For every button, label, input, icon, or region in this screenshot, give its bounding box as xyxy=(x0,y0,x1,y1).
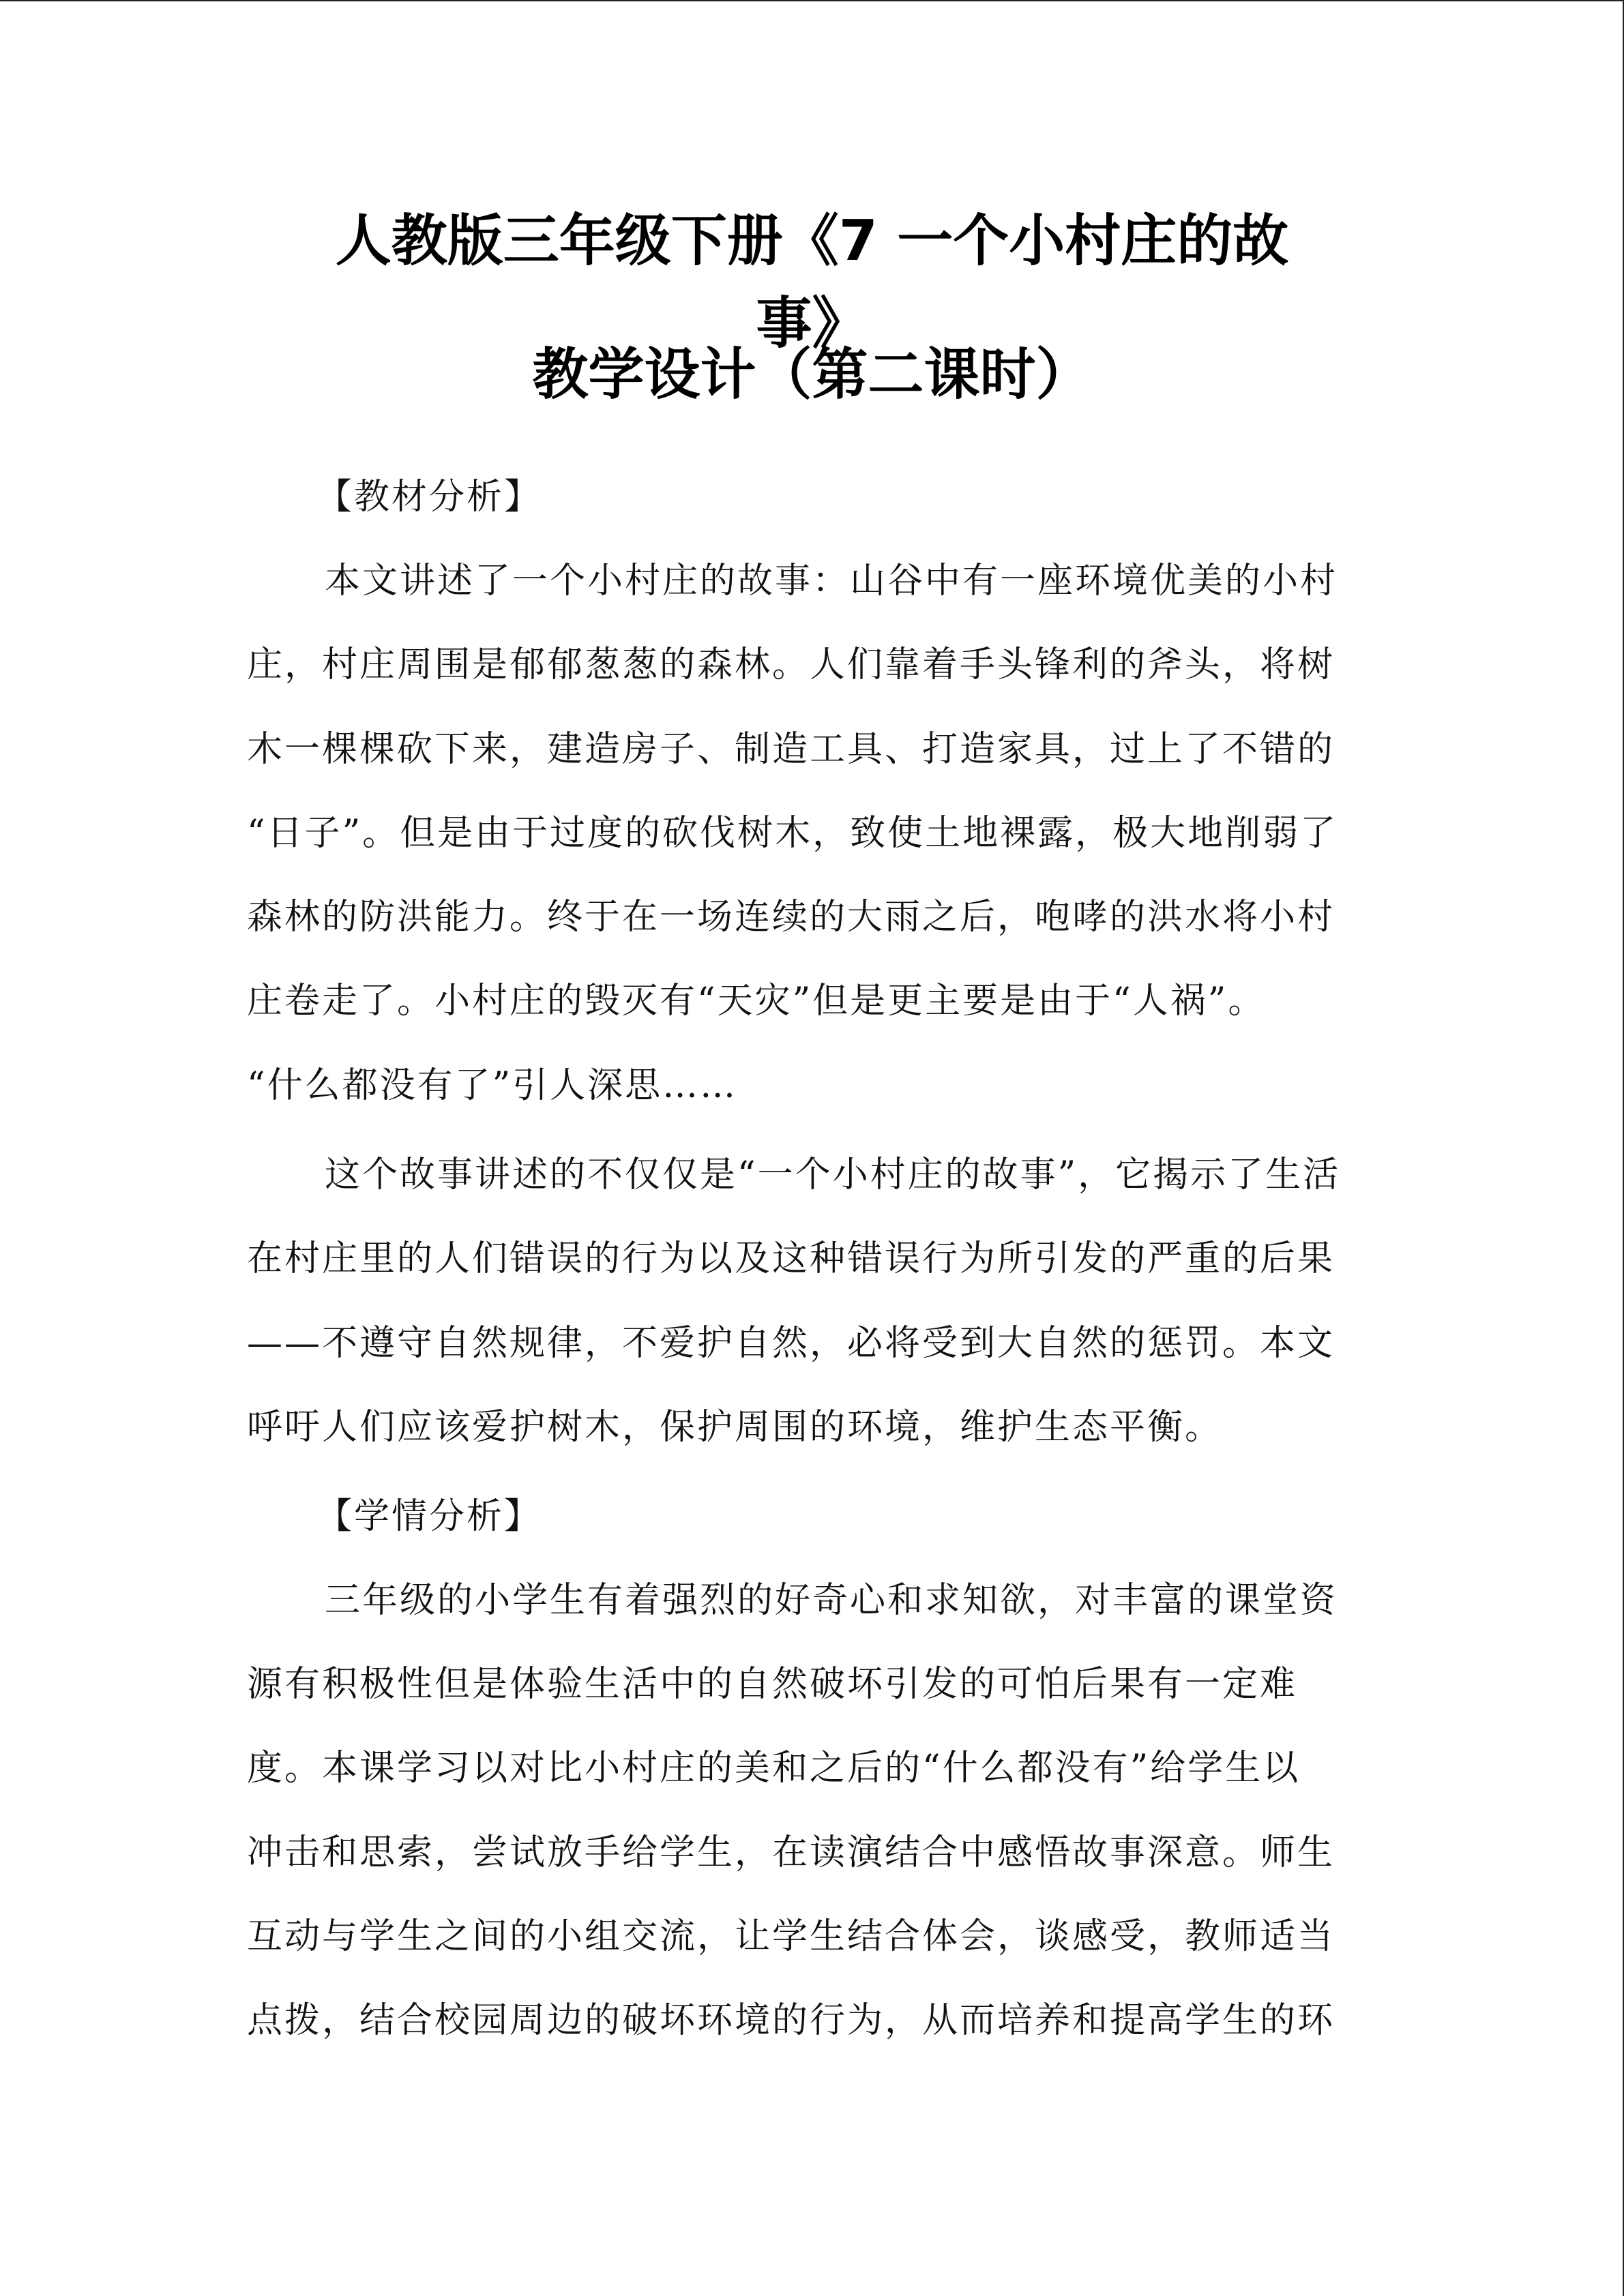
paragraph-line: 在村庄里的人们错误的行为以及这种错误行为所引发的严重的后果 xyxy=(247,1238,1335,1279)
paragraph-line: ——不遵守自然规律，不爱护自然，必将受到大自然的惩罚。本文 xyxy=(247,1323,1335,1364)
paragraph-line: 冲击和思索，尝试放手给学生，在读演结合中感悟故事深意。师生 xyxy=(247,1832,1335,1873)
paragraph-line: 三年级的小学生有着强烈的好奇心和求知欲，对丰富的课堂资 xyxy=(325,1580,1338,1621)
section-heading-textbook-analysis: 【教材分析】 xyxy=(316,477,542,518)
paragraph-line: 木一棵棵砍下来，建造房子、制造工具、打造家具，过上了不错的 xyxy=(247,729,1335,770)
paragraph-line: 度。本课学习以对比小村庄的美和之后的“什么都没有”给学生以 xyxy=(247,1748,1301,1789)
document-title-line-2: 事》 xyxy=(756,291,868,356)
paragraph-line: 森林的防洪能力。终于在一场连续的大雨之后，咆哮的洪水将小村 xyxy=(247,897,1335,938)
paragraph-line: 这个故事讲述的不仅仅是“一个小村庄的故事”，它揭示了生活 xyxy=(325,1154,1341,1195)
paragraph-line: 庄，村庄周围是郁郁葱葱的森林。人们靠着手头锋利的斧头，将树 xyxy=(247,644,1335,685)
paragraph-line: “什么都没有了”引人深思…… xyxy=(247,1065,738,1106)
paragraph-line: 源有积极性但是体验生活中的自然破坏引发的可怕后果有一定难 xyxy=(247,1664,1298,1705)
section-heading-student-analysis: 【学情分析】 xyxy=(316,1496,542,1537)
document-title-line-1: 人教版三年级下册《7 一个小村庄的故 xyxy=(335,209,1289,273)
document-title-line-3: 教学设计（第二课时） xyxy=(532,342,1092,407)
paragraph-line: 互动与学生之间的小组交流，让学生结合体会，谈感受，教师适当 xyxy=(247,1916,1335,1957)
paragraph-line: 本文讲述了一个小村庄的故事：山谷中有一座环境优美的小村 xyxy=(325,561,1338,601)
paragraph-line: 点拨，结合校园周边的破坏环境的行为，从而培养和提高学生的环 xyxy=(247,2000,1335,2041)
paragraph-line: “日子”。但是由于过度的砍伐树木，致使土地裸露，极大地削弱了 xyxy=(247,813,1338,854)
paragraph-line: 呼吁人们应该爱护树木，保护周围的环境，维护生态平衡。 xyxy=(247,1407,1223,1448)
paragraph-line: 庄卷走了。小村庄的毁灭有“天灾”但是更主要是由于“人祸”。 xyxy=(247,981,1266,1022)
